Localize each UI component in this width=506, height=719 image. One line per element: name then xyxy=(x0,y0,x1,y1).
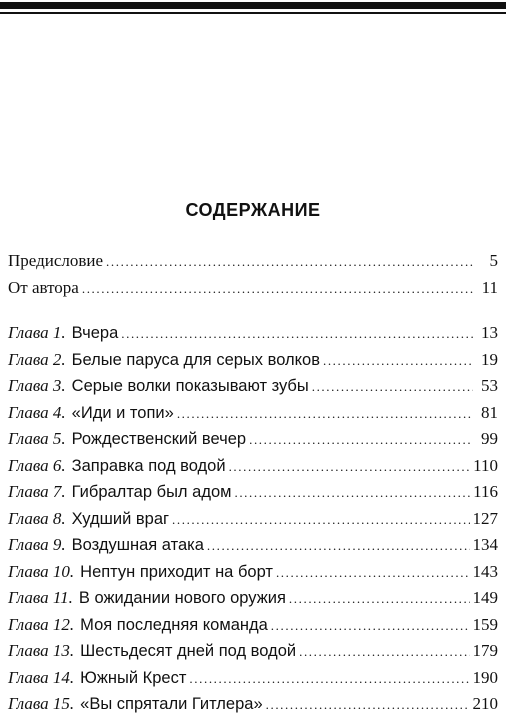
entry-title: Шестьдесят дней под водой xyxy=(80,642,297,660)
toc-chapter-entry xyxy=(8,400,498,427)
dot-leader xyxy=(271,613,470,640)
dot-leader xyxy=(106,249,473,276)
page-number: 11 xyxy=(481,277,498,297)
chapter-label: Глава 7. xyxy=(8,482,66,501)
toc-chapter-entry xyxy=(8,638,498,665)
page-number: 99 xyxy=(481,429,498,448)
chapter-list xyxy=(8,320,498,718)
chapter-label: Глава 6. xyxy=(8,455,66,475)
page-number: 159 xyxy=(472,614,498,634)
chapter-label: Глава 15. xyxy=(8,694,75,713)
chapter-label: Глава 9. xyxy=(8,535,66,554)
page-number: 53 xyxy=(481,376,498,395)
chapter-label: Глава 5. xyxy=(8,429,66,448)
page-number: 19 xyxy=(481,349,498,369)
toc-chapter-entry xyxy=(8,612,498,639)
entry-title: Моя последняя команда xyxy=(80,615,268,634)
toc-chapter-entry xyxy=(8,347,498,374)
chapter-label: Глава 11. xyxy=(8,588,73,607)
dot-leader xyxy=(229,454,471,481)
dot-leader xyxy=(249,427,473,454)
toc-chapter-entry xyxy=(8,426,498,453)
dot-leader xyxy=(266,692,470,719)
dot-leader xyxy=(234,480,470,507)
entry-title: Белые паруса для серых волков xyxy=(71,350,320,369)
toc-chapter-entry xyxy=(8,559,498,586)
dot-leader xyxy=(312,374,473,401)
dot-leader xyxy=(276,560,470,587)
header-rule-thick xyxy=(0,2,506,9)
toc-chapter-entry xyxy=(8,479,498,506)
entry-title: От автора xyxy=(8,277,79,297)
page-number: 190 xyxy=(472,667,498,687)
entry-title: Рождественский вечер xyxy=(71,430,247,448)
entry-title: «Вы спрятали Гитлера» xyxy=(80,695,263,713)
chapter-label: Глава 12. xyxy=(8,614,75,634)
front-matter-list xyxy=(8,248,498,301)
entry-title: Серые волки показывают зубы xyxy=(71,377,309,395)
page-title: СОДЕРЖАНИЕ xyxy=(185,200,321,220)
page-number: 149 xyxy=(472,588,498,607)
page-number: 81 xyxy=(481,402,498,422)
page-number: 5 xyxy=(489,251,498,270)
chapter-label: Глава 3. xyxy=(8,376,66,395)
page-number: 127 xyxy=(472,508,498,528)
chapter-label: Глава 4. xyxy=(8,402,66,422)
entry-title: Нептун приходит на борт xyxy=(80,562,273,581)
toc-front-entry xyxy=(8,248,498,275)
dot-leader xyxy=(207,533,470,560)
chapter-label: Глава 8. xyxy=(8,508,66,528)
entry-title: Вчера xyxy=(71,324,119,342)
chapter-label: Глава 13. xyxy=(8,641,75,660)
toc-chapter-entry xyxy=(8,585,498,612)
chapter-label: Глава 14. xyxy=(8,667,75,687)
page-number: 210 xyxy=(472,694,498,713)
entry-title: Заправка под водой xyxy=(71,456,226,475)
dot-leader xyxy=(121,321,473,348)
page-number: 143 xyxy=(472,561,498,581)
toc-chapter-entry xyxy=(8,532,498,559)
dot-leader xyxy=(177,401,473,428)
entry-title: Воздушная атака xyxy=(71,536,204,554)
entry-title: Гибралтар был адом xyxy=(71,483,232,501)
entry-title: «Иди и топи» xyxy=(71,403,174,422)
toc-chapter-entry xyxy=(8,506,498,533)
chapter-label: Глава 2. xyxy=(8,349,66,369)
entry-title: Худший враг xyxy=(71,509,170,528)
toc-chapter-entry xyxy=(8,665,498,692)
toc-chapter-entry xyxy=(8,373,498,400)
toc-front-entry xyxy=(8,275,498,302)
page-number: 179 xyxy=(472,641,498,660)
page-number: 134 xyxy=(472,535,498,554)
entry-title: Южный Крест xyxy=(80,668,187,687)
dot-leader xyxy=(299,639,469,666)
dot-leader xyxy=(289,586,470,613)
dot-leader xyxy=(82,276,473,303)
toc-chapter-entry xyxy=(8,320,498,347)
chapter-label: Глава 1. xyxy=(8,323,66,342)
dot-leader xyxy=(189,666,469,693)
page-number: 110 xyxy=(473,455,498,475)
header-rule-thin xyxy=(0,12,506,14)
entry-title: В ожидании нового оружия xyxy=(78,589,286,607)
dot-leader xyxy=(172,507,469,534)
page-number: 116 xyxy=(473,482,498,501)
chapter-label: Глава 10. xyxy=(8,561,75,581)
toc-chapter-entry xyxy=(8,691,498,718)
dot-leader xyxy=(323,348,473,375)
entry-title: Предисловие xyxy=(8,251,104,270)
toc-chapter-entry xyxy=(8,453,498,480)
page-number: 13 xyxy=(481,323,498,342)
